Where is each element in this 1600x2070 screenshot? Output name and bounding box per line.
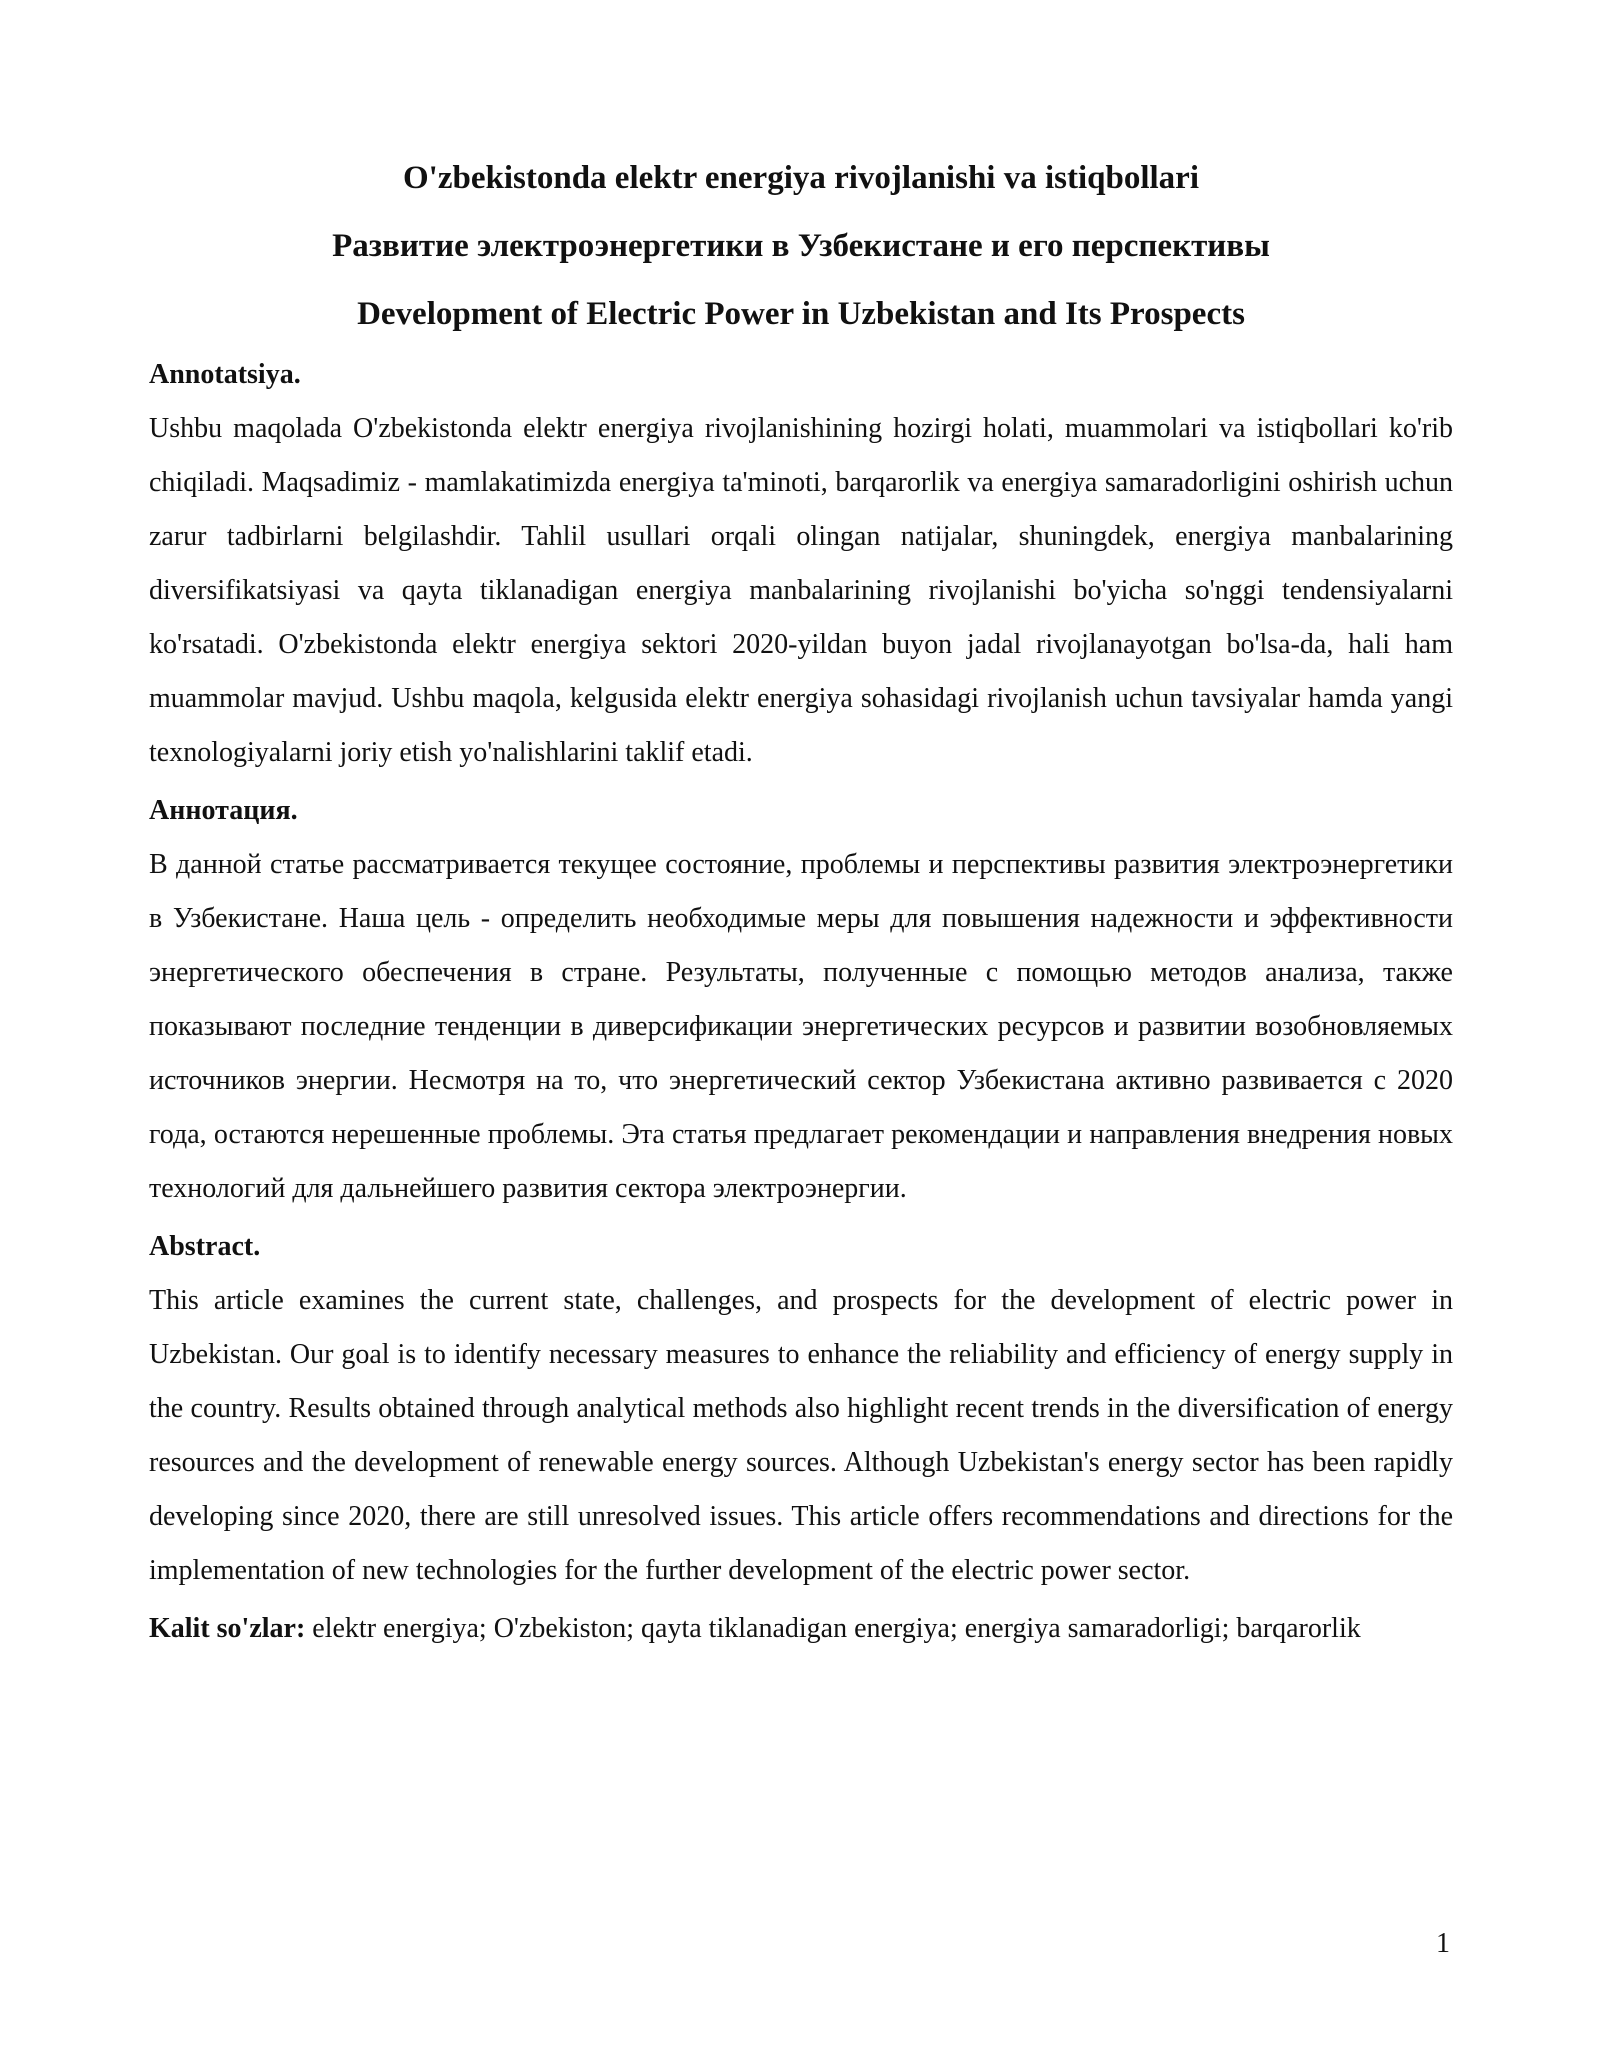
abstract-text-russian: В данной статье рассматривается текущее состояние, проблемы и перспективы развития электроэнергетики в Узбекистане. Наша цель - определить необходимые меры для повышения надежности и эффективности энергетического обеспечения в стране. Результаты, полученные с помощью методов анализа, также показывают последние тенденции в диверсификации энергетических ресурсов и развитии возобновляемых источников энергии. Несмотря на то, что энергетический сектор Узбекистана активно развивается с 2020 года, остаются нерешенные проблемы. Эта статья предлагает рекомендации и направления внедрения новых технологий для дальнейшего развития сектора электроэнергии. xyxy=(149,849,1453,1204)
section-heading-russian: Аннотация. xyxy=(149,795,298,826)
abstract-english xyxy=(149,1220,1453,1598)
page-number: 1 xyxy=(1436,1928,1450,1959)
abstract-text-uzbek: Ushbu maqolada O'zbekistonda elektr energiya rivojlanishining hozirgi holati, muammolari va istiqbollari ko'rib chiqiladi. Maqsadimiz - mamlakatimizda energiya ta'minoti, barqarorlik va energiya samaradorligini oshirish uchun zarur tadbirlarni belgilashdir. Tahlil usullari orqali olingan natijalar, shuningdek, energiya manbalarining diversifikatsiyasi va qayta tiklanadigan energiya manbalarining rivojlanishi bo'yicha so'nggi tendensiyalarni ko'rsatadi. O'zbekistonda elektr energiya sektori 2020-yildan buyon jadal rivojlanayotgan bo'lsa-da, hali ham muammolar mavjud. Ushbu maqola, kelgusida elektr energiya sohasidagi rivojlanish uchun tavsiyalar hamda yangi texnologiyalarni joriy etish yo'nalishlarini taklif etadi. xyxy=(149,413,1453,768)
abstract-russian xyxy=(149,784,1453,1216)
keywords xyxy=(149,1602,1453,1656)
document-page xyxy=(149,144,1453,1656)
abstract-text-english: This article examines the current state, challenges, and prospects for the development of electric power in Uzbekistan. Our goal is to identify necessary measures to enhance the reliability and efficiency of energy supply in the country. Results obtained through analytical methods also highlight recent trends in the diversification of energy resources and the development of renewable energy sources. Although Uzbekistan's energy sector has been rapidly developing since 2020, there are still unresolved issues. This article offers recommendations and directions for the implementation of new technologies for the further development of the electric power sector. xyxy=(149,1285,1453,1586)
title-english: Development of Electric Power in Uzbekistan and Its Prospects xyxy=(357,296,1245,332)
keywords-text: elektr energiya; O'zbekiston; qayta tiklanadigan energiya; energiya samaradorligi; barqarorlik xyxy=(312,1613,1361,1644)
title-uzbek: O'zbekistonda elektr energiya rivojlanishi va istiqbollari xyxy=(403,160,1199,196)
section-heading-english: Abstract. xyxy=(149,1231,261,1262)
abstract-uzbek xyxy=(149,348,1453,780)
keywords-label: Kalit so'zlar: xyxy=(149,1613,306,1644)
section-heading-uzbek: Annotatsiya. xyxy=(149,359,301,390)
title-russian: Развитие электроэнергетики в Узбекистане и его перспективы xyxy=(332,228,1270,264)
